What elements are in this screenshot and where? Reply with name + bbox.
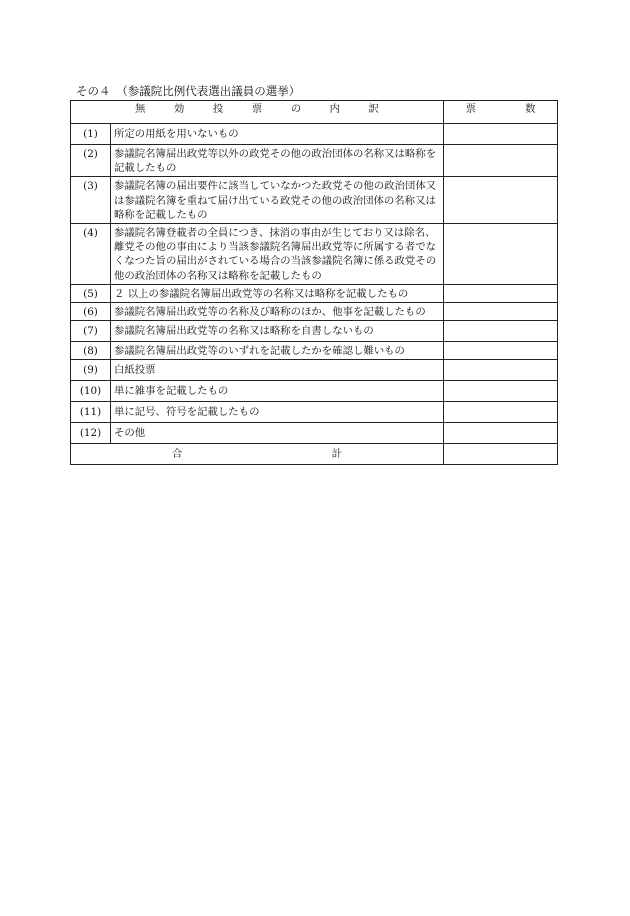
row-description: 白紙投票 [111,360,444,381]
row-description: 単に記号、符号を記載したもの [111,402,444,423]
row-description: 単に雑事を記載したもの [111,381,444,402]
total-row [71,444,558,465]
row-number: (3) [71,177,111,224]
table-row [71,177,558,224]
total-label [71,444,444,465]
row-description: 参議院名簿届出政党等の名称及び略称のほか、他事を記載したもの [111,303,444,321]
header-char: 投 [212,103,224,115]
table-row [71,360,558,381]
table-row [71,402,558,423]
header-char: の [290,103,302,115]
table-row [71,224,558,285]
row-description: 参議院名簿登載者の全員につき、抹消の事由が生じており又は除名、離党その他の事由により当該参議院名簿届出政党等に所属する者でなくなつた旨の届出がされている場合の当該参議院名簿に係る政党その他の政治団体の名称又は略称を記載したもの [111,224,444,285]
header-description [71,101,444,124]
table-row [71,284,558,302]
row-description: 参議院名簿の届出要件に該当していなかつた政党その他の政治団体又は参議院名簿を重ねて届け出ている政党その他の政治団体の名称又は略称を記載したもの [111,177,444,224]
header-char: 票 [251,103,263,115]
table-row [71,321,558,342]
vote-count-cell[interactable] [444,124,558,145]
row-number: (12) [71,423,111,444]
vote-count-cell[interactable] [444,423,558,444]
table-row [71,423,558,444]
row-number: (1) [71,124,111,145]
row-number: (11) [71,402,111,423]
header-char: 訳 [368,103,379,115]
row-number: (5) [71,284,111,302]
total-char: 合 [172,448,183,461]
total-count-cell[interactable] [444,444,558,465]
header-char: 無 [135,103,146,115]
form-caption: その４ （参議院比例代表選出議員の選挙） [76,84,301,98]
row-number: (9) [71,360,111,381]
header-char: 票 [465,103,476,115]
header-row [71,101,558,124]
vote-count-cell[interactable] [444,402,558,423]
header-char: 数 [525,103,536,115]
row-number: (2) [71,145,111,177]
table-row [71,381,558,402]
invalid-votes-table [70,100,558,465]
table-row [71,145,558,177]
table-row [71,342,558,360]
vote-count-cell[interactable] [444,177,558,224]
vote-count-cell[interactable] [444,360,558,381]
header-count [444,101,558,124]
vote-count-cell[interactable] [444,321,558,342]
table-row [71,124,558,145]
header-char: 内 [329,103,340,115]
row-description: 参議院名簿届出政党等のいずれを記載したかを確認し難いもの [111,342,444,360]
row-description: 参議院名簿届出政党等の名称又は略称を自書しないもの [111,321,444,342]
row-number: (10) [71,381,111,402]
total-char: 計 [331,448,342,461]
table-row [71,303,558,321]
header-char: 効 [173,103,185,115]
row-number: (4) [71,224,111,285]
row-description: 参議院名簿届出政党等以外の政党その他の政治団体の名称又は略称を記載したもの [111,145,444,177]
vote-count-cell[interactable] [444,284,558,302]
vote-count-cell[interactable] [444,145,558,177]
row-description: 所定の用紙を用いないもの [111,124,444,145]
row-description: その他 [111,423,444,444]
vote-count-cell[interactable] [444,381,558,402]
vote-count-cell[interactable] [444,342,558,360]
vote-count-cell[interactable] [444,303,558,321]
row-number: (8) [71,342,111,360]
vote-count-cell[interactable] [444,224,558,285]
row-number: (7) [71,321,111,342]
row-description: ２ 以上の参議院名簿届出政党等の名称又は略称を記載したもの [111,284,444,302]
row-number: (6) [71,303,111,321]
